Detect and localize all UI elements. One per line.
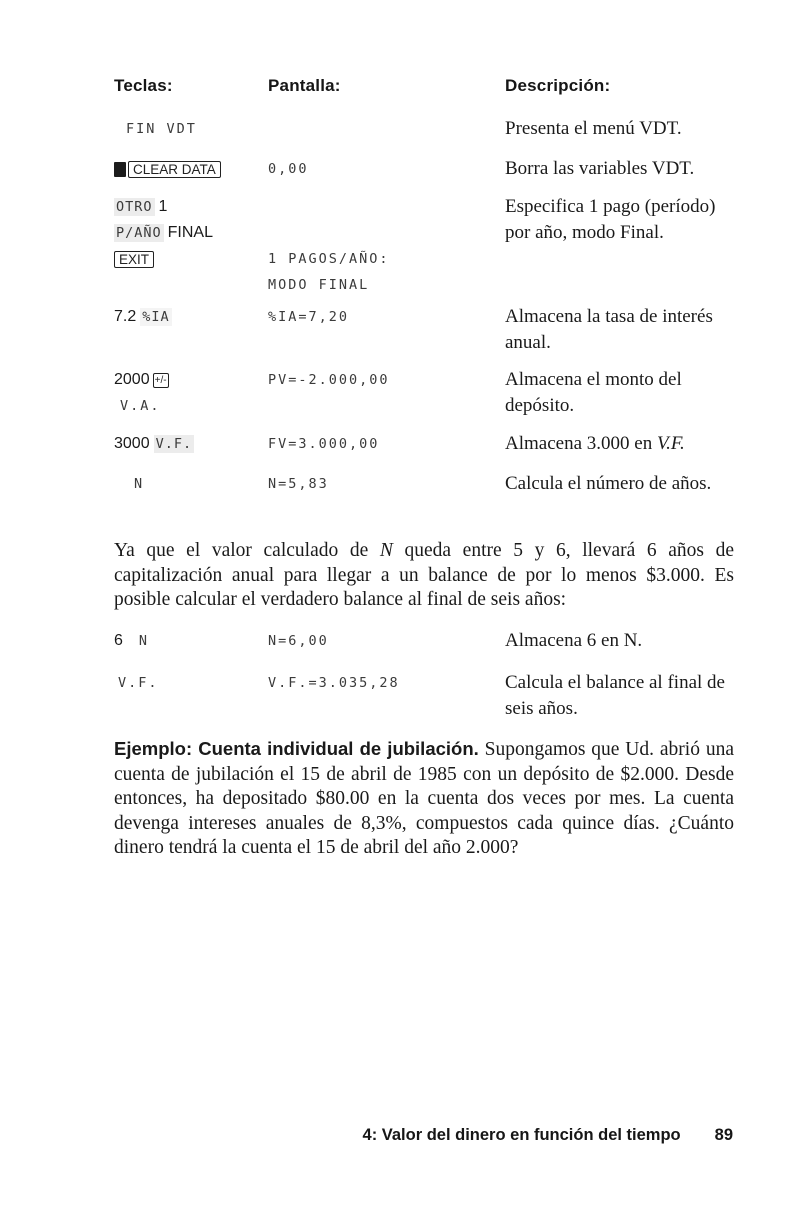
page-footer (363, 1126, 733, 1145)
display-readout: N=6,00 (268, 633, 329, 649)
key-entry: 3000 (114, 435, 150, 452)
step-description: Borra las variables VDT. (505, 158, 695, 179)
softkey-va: V.A. (120, 398, 161, 414)
display-readout: N=5,83 (268, 476, 329, 492)
step-description: Almacena la tasa de interés anual. (505, 306, 713, 353)
softkey-p-ano: P/AÑO (116, 225, 162, 242)
softkey-vf: V.F. (155, 436, 193, 453)
display-readout: MODO FINAL (268, 277, 370, 293)
example-title: Ejemplo: Cuenta individual de jubilación. (114, 738, 479, 759)
step-description: Almacena el monto del depósito. (505, 369, 682, 416)
softkey-n: N (134, 476, 145, 492)
step-description: Calcula el número de años. (505, 473, 712, 494)
example-paragraph (114, 737, 734, 861)
softkey-otro: OTRO (116, 199, 153, 216)
change-sign-key: +/- (153, 373, 169, 388)
display-readout: FV=3.000,00 (268, 436, 380, 452)
softkey-fin-vdt: FIN VDT (126, 121, 197, 137)
shift-key-icon (114, 162, 126, 177)
step-description (505, 431, 735, 457)
step-description: Calcula el balance al final de seis años. (505, 672, 725, 719)
example-body: Supongamos que Ud. abrió una cuenta de jubilación el 15 de abril de 1985 con un depósito de $2.000. Desde entonces, ha depositado $80.00 en la cuenta dos veces por mes. La cuenta devenga intereses anuales de 8,3%, compuestos cada quince días. ¿Cuánto dinero tendrá la cuenta el 15 de abril del año 2.000? (114, 739, 734, 858)
softkey-n: N (138, 633, 150, 649)
step-description: Presenta el menú VDT. (505, 118, 682, 139)
desc-italic: V.F. (656, 433, 685, 454)
key-entry: 2000 (114, 371, 150, 388)
step-description: Especifica 1 pago (período) por año, modo Final. (505, 196, 716, 243)
step-description: Almacena 6 en N. (505, 630, 643, 651)
key-entry: FINAL (167, 224, 213, 241)
softkey-ia: %IA (142, 309, 170, 326)
header-keys: Teclas: (114, 76, 173, 95)
key-entry: 6 (114, 632, 123, 649)
softkey-vf: V.F. (118, 675, 159, 691)
clear-data-key: CLEAR DATA (128, 161, 221, 178)
chapter-title: 4: Valor del dinero en función del tiempo (362, 1126, 681, 1144)
key-entry: 1 (158, 198, 168, 215)
display-readout: %IA=7,20 (268, 309, 350, 325)
display-readout: PV=-2.000,00 (268, 372, 390, 388)
display-readout: V.F.=3.035,28 (268, 675, 400, 691)
display-readout: 0,00 (268, 161, 309, 177)
body-paragraph: Ya que el valor calculado de N queda entre 5 y 6, llevará 6 años de capitalización anual para llegar a un balance de por lo menos $3.000. Es posible calcular el verdadero balance al final de seis años: (114, 540, 734, 610)
exit-key: EXIT (114, 251, 154, 268)
page-number: 89 (714, 1126, 733, 1144)
desc-text: Almacena 3.000 en (505, 433, 653, 454)
header-display: Pantalla: (268, 76, 341, 95)
key-entry: 7.2 (114, 308, 137, 325)
display-readout: 1 PAGOS/AÑO: (268, 251, 390, 267)
header-description: Descripción: (505, 76, 611, 95)
